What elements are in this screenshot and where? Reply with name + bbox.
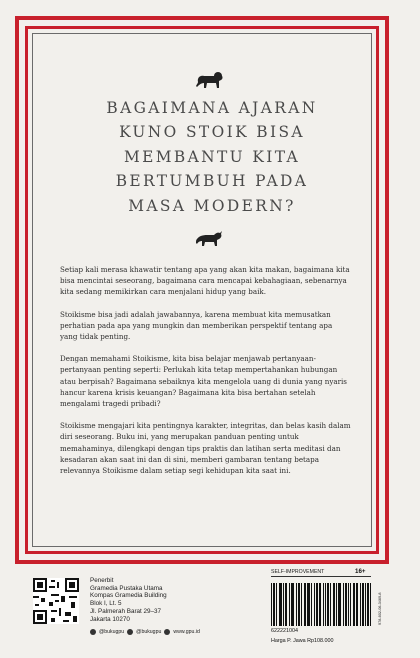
barcode-bar bbox=[339, 583, 340, 626]
publisher-line: Jl. Palmerah Barat 29–37 bbox=[90, 607, 162, 615]
barcode bbox=[271, 583, 371, 626]
barcode-bar bbox=[367, 583, 368, 626]
barcode-bar bbox=[353, 583, 354, 626]
headline bbox=[82, 96, 342, 218]
barcode-bar bbox=[285, 583, 286, 626]
barcode-bar bbox=[304, 583, 305, 626]
isbn-text: 978-602-06-3469-8 bbox=[378, 592, 382, 625]
barcode-bar bbox=[346, 583, 347, 626]
barcode-bar bbox=[301, 583, 302, 626]
barcode-bar bbox=[296, 583, 297, 626]
barcode-bar bbox=[298, 583, 299, 626]
barcode-bar bbox=[330, 583, 331, 626]
barcode-bar bbox=[323, 583, 324, 626]
website: www.gpu.id bbox=[173, 629, 200, 635]
headline-line: MEMBANTU KITA bbox=[123, 147, 301, 166]
barcode-bar bbox=[328, 583, 329, 626]
barcode-bar bbox=[363, 583, 364, 626]
instagram-icon bbox=[90, 629, 96, 635]
price: Harga P. Jawa Rp108.000 bbox=[271, 638, 334, 644]
publisher-line: Kompas Gramedia Building bbox=[90, 592, 167, 600]
lion-icon bbox=[195, 68, 225, 90]
barcode-bar bbox=[336, 583, 337, 626]
category-label: SELF-IMPROVEMENT bbox=[271, 569, 325, 575]
barcode-bar bbox=[338, 583, 339, 626]
barcode-bar bbox=[319, 583, 320, 626]
barcode-bar bbox=[360, 583, 361, 626]
barcode-bar bbox=[289, 583, 290, 626]
barcode-bar bbox=[327, 583, 328, 626]
barcode-bar bbox=[309, 583, 310, 626]
publisher-line: Blok I, Lt. 5 bbox=[90, 600, 122, 608]
twitter-icon bbox=[127, 629, 133, 635]
barcode-bar bbox=[333, 583, 334, 626]
headline-line: BAGAIMANA AJARAN bbox=[106, 99, 318, 117]
barcode-bar bbox=[311, 583, 312, 626]
paragraph: Dengan memahami Stoikisme, kita bisa belajar menjawab pertanyaan-pertanyaan penting seperti: Perlukah kita tetap mempertahankan hubungan atau berpisah? Bagaimana sebaiknya kita mengelola uang di dunia yang nyaris hancur karena krisis keuangan? Bagaimana kita bisa bertahan setelah mengalami tragedi pribadi? bbox=[60, 354, 347, 409]
barcode-bar bbox=[317, 583, 318, 626]
barcode-bar bbox=[357, 583, 358, 626]
barcode-bar bbox=[274, 583, 275, 626]
barcode-bar bbox=[281, 583, 282, 626]
barcode-bar bbox=[299, 583, 300, 626]
qr-code bbox=[33, 578, 79, 624]
headline-line: BERTUMBUH PADA bbox=[115, 172, 309, 191]
headline-line: MASA MODERN? bbox=[128, 196, 296, 215]
barcode-bar bbox=[356, 583, 357, 626]
publisher-line: Gramedia Pustaka Utama bbox=[90, 584, 163, 592]
publisher-line: Jakarta 10270 bbox=[90, 615, 130, 623]
barcode-bar bbox=[293, 583, 294, 626]
paragraph: Stoikisme mengajari kita pentingnya karakter, integritas, dan belas kasih dalam diri seseorang. Buku ini, yang merupakan panduan penting untuk memahaminya, dilengkapi dengan tips praktis dan latihan serta meditasi dan kesadaran akan saat ini dan di sini, memberi gambaran tentang betapa relevannya Stoikisme dalam setiap segi kehidupan kita saat ini. bbox=[60, 421, 351, 476]
barcode-bar bbox=[316, 583, 317, 626]
paragraph: Stoikisme bisa jadi adalah jawabannya, karena membuat kita memusatkan perhatian pada apa yang mungkin dan memberikan perspektif tentang apa yang tidak penting. bbox=[60, 309, 333, 342]
barcode-bar bbox=[362, 583, 363, 626]
barcode-bar bbox=[286, 583, 287, 626]
publisher-line: Penerbit bbox=[90, 577, 114, 584]
barcode-bar bbox=[348, 583, 349, 626]
barcode-number: 622221004 bbox=[271, 628, 298, 634]
qr-code-image bbox=[33, 578, 79, 624]
barcode-bar bbox=[320, 583, 321, 626]
barcode-bar bbox=[354, 583, 355, 626]
barcode-bar bbox=[314, 583, 315, 626]
barcode-bar bbox=[334, 583, 335, 626]
barcode-bar bbox=[343, 583, 344, 626]
globe-icon bbox=[164, 629, 170, 635]
paragraph: Setiap kali merasa khawatir tentang apa yang akan kita makan, bagaimana kita bisa mencintai seseorang, bagaimana cara mencapai kebahagiaan, sebenarnya kita sedang memikirkan cara menjalani hidup yang baik. bbox=[60, 265, 350, 297]
barcode-bar bbox=[273, 583, 274, 626]
isbn-vertical bbox=[375, 583, 385, 627]
barcode-bar bbox=[345, 583, 346, 626]
barcode-bar bbox=[307, 583, 308, 626]
barcode-bar bbox=[283, 583, 284, 626]
barcode-bar bbox=[305, 583, 306, 626]
barcode-bar bbox=[365, 583, 366, 626]
social-handle: @bukugpu bbox=[99, 629, 125, 635]
barcode-bar bbox=[370, 583, 371, 626]
barcode-bar bbox=[271, 583, 272, 626]
barcode-bar bbox=[280, 583, 281, 626]
social-handle: @bukugpu bbox=[136, 629, 162, 635]
barcode-bar bbox=[308, 583, 309, 626]
publisher-info bbox=[90, 577, 240, 623]
barcode-bar bbox=[340, 583, 341, 626]
barcode-bar bbox=[292, 583, 293, 626]
headline-line: KUNO STOIK BISA bbox=[119, 123, 305, 142]
bull-icon bbox=[195, 230, 223, 248]
age-rating: 16+ bbox=[355, 568, 366, 575]
barcode-bar bbox=[350, 583, 351, 626]
barcode-bar bbox=[325, 583, 326, 626]
barcode-bar bbox=[368, 583, 369, 626]
barcode-bar bbox=[279, 583, 280, 626]
barcode-bar bbox=[291, 583, 292, 626]
social-links bbox=[90, 628, 250, 636]
synopsis bbox=[60, 264, 351, 487]
barcode-bar bbox=[276, 583, 277, 626]
divider bbox=[271, 576, 371, 577]
